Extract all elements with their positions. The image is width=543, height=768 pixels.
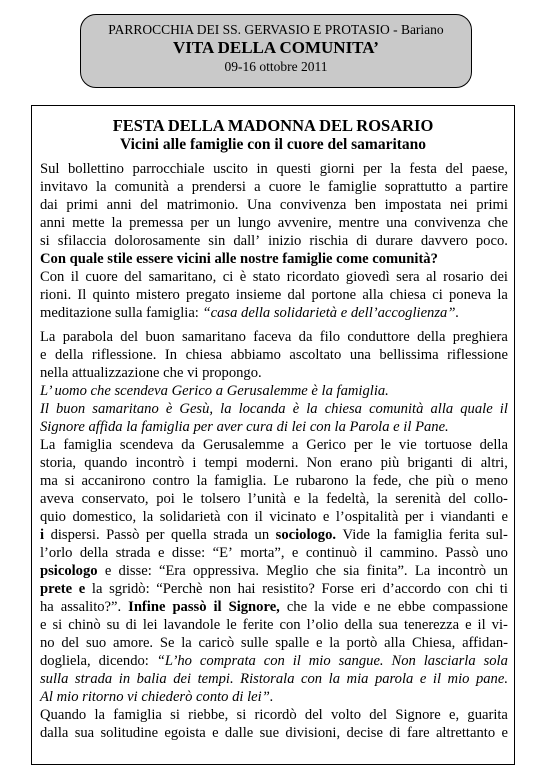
article-line-italic: L’ uomo che scendeva Gerico a Gerusalemme è la famiglia. [40,383,389,399]
article-line: Quando la famiglia si riebbe, si ricordò del volto del Signore e, guarita [40,707,508,723]
article [31,105,515,765]
article-line: anni mette la premessa per un lungo avvenire, mentre una convivenza che [40,215,508,231]
article-line: ha assalito?”. Infine passò il Signore, che la vide e ne ebbe compassione [40,599,508,615]
parish-name: PARROCCHIA DEI SS. GERVASIO E PROTASIO - Bariano [108,22,444,37]
article-line: prete e la sgridò: “Perchè non hai resistito? Forse eri d’accordo con chi ti [40,581,508,597]
article-line: si sfilaccia dolorosamente sin dall’ inizio rischia di durare davvero poco. [40,233,508,249]
article-line: rioni. Il quinto mistero pregato insieme dal portone alla chiesa ci poneva la [40,287,508,303]
article-line: dogliela, dicendo: “L’ho comprata con il mio sangue. Non lasciarla sola [40,653,508,669]
article-line: Con il cuore del samaritano, ci è stato ricordato giovedì sera al rosario dei [40,269,508,285]
article-line: La parabola del buon samaritano faceva da filo conduttore della preghiera [40,329,508,345]
article-line: no del suo amore. Se la caricò sulle spalle e la portò alla Chiesa, affidan- [40,635,508,651]
article-line-italic: Signore affida la famiglia per aver cura di lei con la Parola e il Pane. [40,419,449,435]
article-line: invitavo la comunità a prendersi a cuore le famiglie soprattutto a partire [40,179,508,195]
bulletin-header [80,14,472,88]
article-line: l’orlo della strada e disse: “E’ morta”, e continuò il cammino. Passò uno [40,545,508,561]
article-line: nella attualizzazione che vi propongo. [40,365,262,381]
bulletin-dates: 09-16 ottobre 2011 [224,59,328,74]
article-line: aveva conservato, poi le tolsero l’unità e la fedeltà, la serenità del collo- [40,491,508,507]
article-line: e si chinò su di lei lavandole le ferite con l’olio della sua tenerezza e il vi- [40,617,508,633]
article-line: Sul bollettino parrocchiale uscito in questi giorni per la festa del paese, [40,161,508,177]
article-line: dai primi anni del matrimonio. Una convivenza ben impostata nei primi [40,197,508,213]
article-line: ma si accanirono contro la famiglia. Le rubarono la fede, che più o meno [40,473,508,489]
article-line-italic: Il buon samaritano è Gesù, la locanda è la chiesa comunità alla quale il [40,401,508,417]
article-line: e della riflessione. In chiesa abbiamo ascoltato una bellissima riflessione [40,347,508,363]
article-line-italic: sulla strada in balia dei tempi. Ristorala con la mia parola e il mio pane. [40,671,508,687]
article-title: FESTA DELLA MADONNA DEL ROSARIO [112,116,434,135]
article-line: dalla sua solitudine egoista e dalle sue divisioni, decise di fare altrettanto e [40,725,508,741]
article-line: i dispersi. Passò per quella strada un sociologo. Vide la famiglia ferita sul- [40,527,508,543]
article-line: psicologo e disse: “Era oppressiva. Meglio che sia finita”. La incontrò un [40,563,508,579]
article-question: Con quale stile essere vicini alle nostre famiglie come comunità? [40,251,438,267]
article-line: storia, quando incontrò i tempi moderni. Non erano più briganti di altri, [40,455,508,471]
article-subtitle: Vicini alle famiglie con il cuore del samaritano [119,136,427,153]
article-line: quio domestico, la solidarietà con il vicinato e l’ospitalità per i viandanti e [40,509,508,525]
article-line-italic: Al mio ritorno vi chiederò conto di lei”. [40,689,274,705]
article-line: La famiglia scendeva da Gerusalemme a Gerico per le vie tortuose della [40,437,508,453]
bulletin-title: VITA DELLA COMUNITA’ [173,38,379,57]
article-line: meditazione sulla famiglia: “casa della solidarietà e dell’accoglienza”. [40,305,460,321]
